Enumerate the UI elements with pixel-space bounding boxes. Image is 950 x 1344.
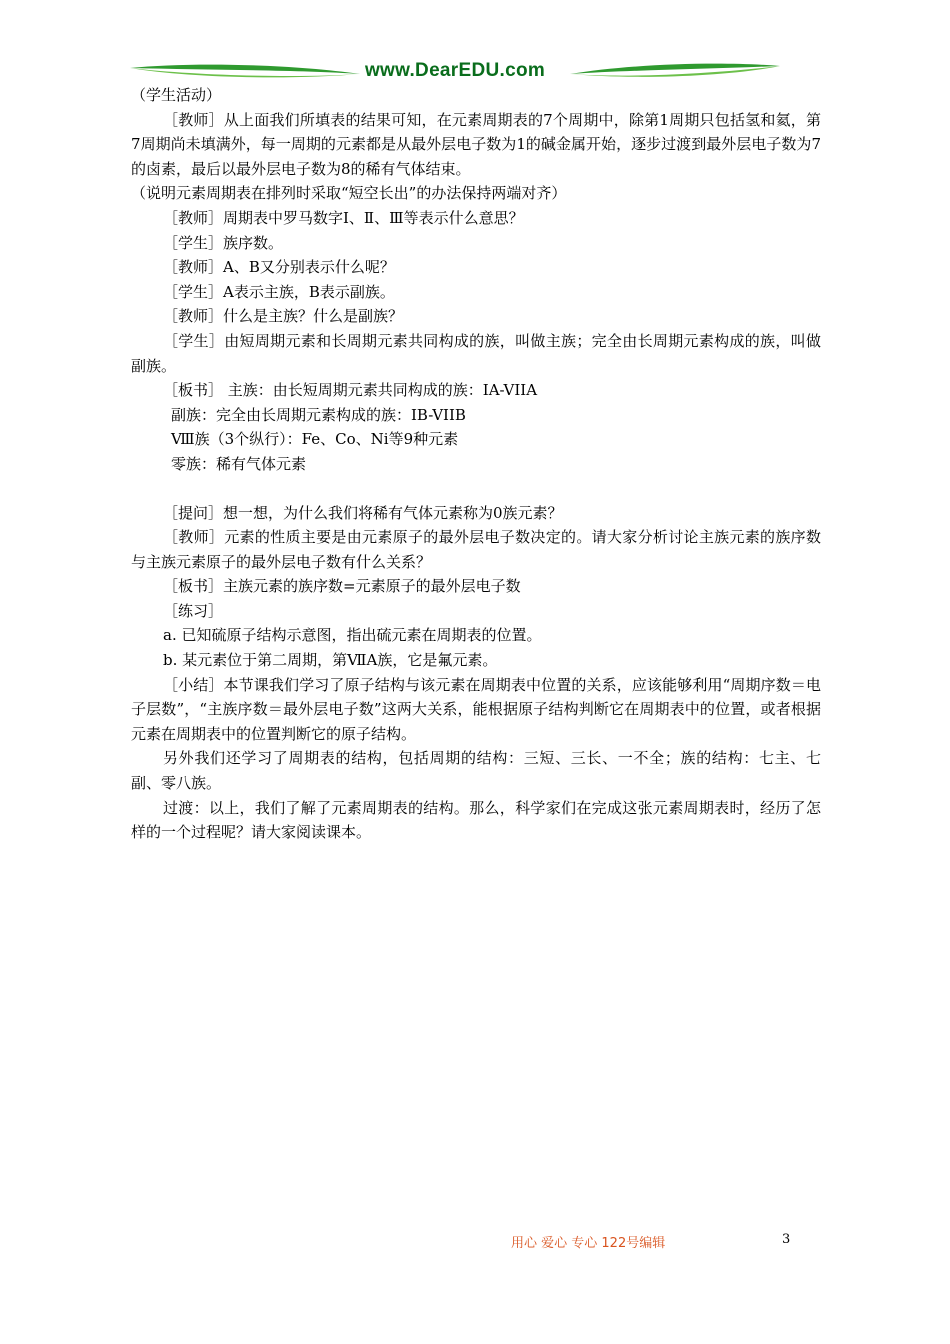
paragraph: ［提问］想一想，为什么我们将稀有气体元素称为0族元素？ <box>163 503 563 522</box>
paragraph: ［学生］由短周期元素和长周期元素共同构成的族，叫做主族；完全由长周期元素构成的族，叫做副族。 <box>131 331 821 375</box>
paragraph: ［练习］ <box>163 601 224 620</box>
paragraph: 零族：稀有气体元素 <box>171 454 307 473</box>
paragraph: a. 已知硫原子结构示意图，指出硫元素在周期表的位置。 <box>163 626 542 645</box>
paragraph: ［教师］周期表中罗马数字Ⅰ、Ⅱ、Ⅲ等表示什么意思？ <box>163 208 524 227</box>
paragraph: （学生活动） <box>131 86 222 104</box>
paragraph: （说明元素周期表在排列时采取“短空长出”的办法保持两端对齐） <box>131 184 567 203</box>
paragraph: 过渡：以上，我们了解了元素周期表的结构。那么，科学家们在完成这张元素周期表时，经历了怎样的一个过程呢？请大家阅读课本。 <box>131 798 821 842</box>
paragraph: ［小结］本节课我们学习了原子结构与该元素在周期表中位置的关系，应该能够利用“周期序数＝电子层数”，“主族序数＝最外层电子数”这两大关系，能根据原子结构判断它在周期表中的位置，或者根据元素在周期表中的位置判断它的原子结构。 <box>131 675 821 743</box>
site-logo-text[interactable]: www.DearEDU.com <box>364 60 546 81</box>
paragraph-gap <box>131 477 821 501</box>
paragraph: ［教师］A、B又分别表示什么呢？ <box>163 258 395 277</box>
page-number: 3 <box>782 1232 791 1247</box>
paragraph: ［教师］从上面我们所填表的结果可知，在元素周期表的7个周期中，除第1周期只包括氢和氦，第7周期尚未填满外，每一周期的元素都是从最外层电子数为1的碱金属开始，逐步过渡到最外层电子数为7的卤素，最后以最外层电子数为8的稀有气体结束。 <box>131 110 821 178</box>
document-body <box>131 83 821 845</box>
paragraph: ［教师］元素的性质主要是由元素原子的最外层电子数决定的。请大家分析讨论主族元素的族序数与主族元素原子的最外层电子数有什么关系？ <box>131 528 821 571</box>
paragraph: ［板书］ 主族：由长短周期元素共同构成的族：IA-VIIA <box>163 381 538 400</box>
footer-note: 用心 爱心 专心 122号编辑 <box>511 1236 666 1251</box>
paragraph: ［板书］主族元素的族序数=元素原子的最外层电子数 <box>163 577 521 596</box>
paragraph: ［教师］什么是主族？什么是副族？ <box>163 307 404 326</box>
paragraph: 另外我们还学习了周期表的结构，包括周期的结构：三短、三长、一不全；族的结构：七主、七副、零八族。 <box>131 749 821 793</box>
paragraph: ［学生］A表示主族，B表示副族。 <box>163 282 395 301</box>
paragraph: b. 某元素位于第二周期，第ⅦA族，它是氟元素。 <box>163 651 498 670</box>
paragraph: Ⅷ族（3个纵行）：Fe、Co、Ni等9种元素 <box>171 430 459 449</box>
paragraph: 副族：完全由长周期元素构成的族：IB-VIIB <box>171 405 466 424</box>
paragraph: ［学生］族序数。 <box>163 233 284 252</box>
